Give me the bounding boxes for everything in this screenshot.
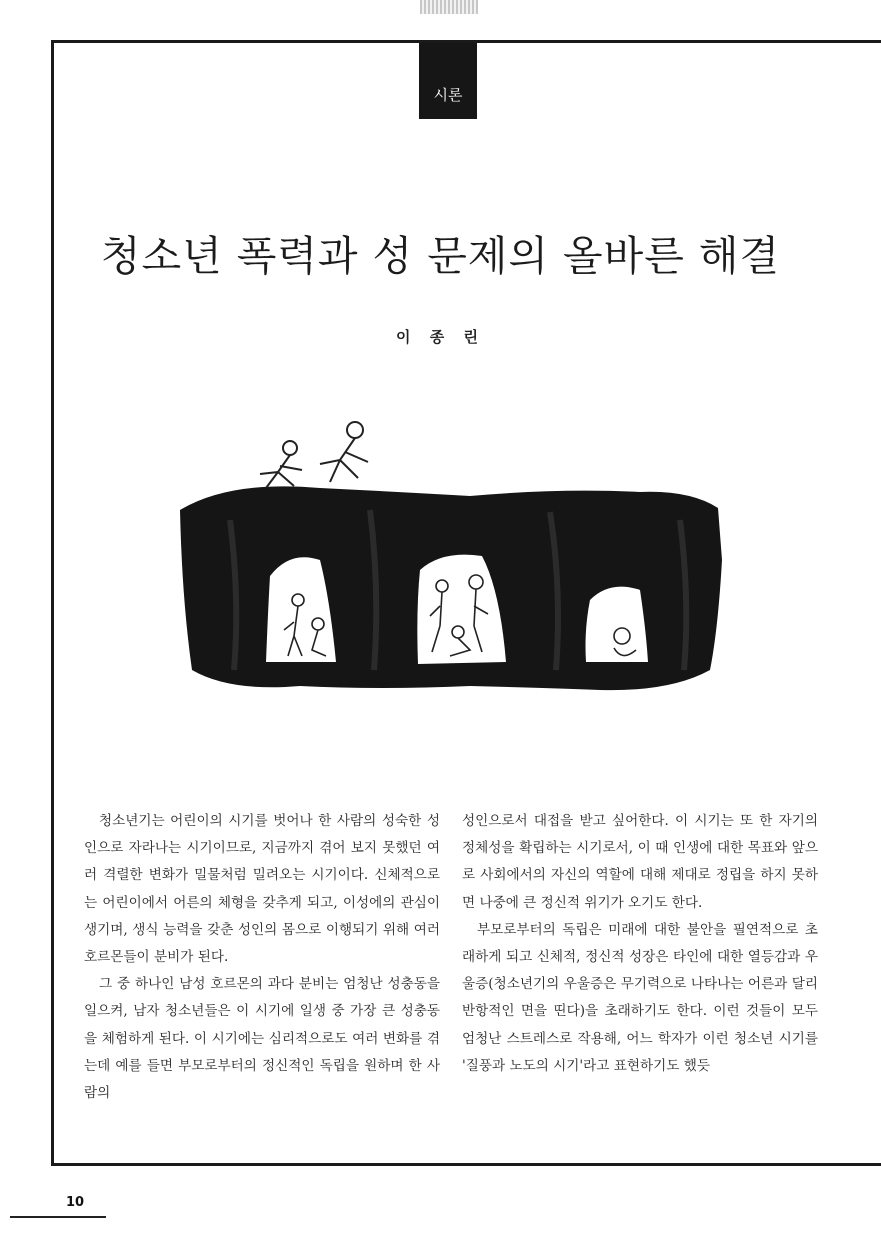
paragraph: 성인으로서 대접을 받고 싶어한다. 이 시기는 또 한 자기의 정체성을 확립하는 시기로서, 이 때 인생에 대한 목표와 앞으로 사회에서의 자신의 역할에 대해 제대로 정립을 하지 못하면 나중에 큰 정신적 위기가 오기도 한다.	[462, 813, 818, 911]
top-texture	[420, 0, 478, 14]
paragraph: 그 중 하나인 남성 호르몬의 과다 분비는 엄청난 성충동을 일으켜, 남자 청소년들은 이 시기에 일생 중 가장 큰 성충동을 체험하게 된다. 이 시기에는 심리적으로도 여러 변화를 겪는데 예를 들면 부모로부터의 정신적인 독립을 원하며 한 사람의	[84, 976, 440, 1102]
paragraph: 부모로부터의 독립은 미래에 대한 불안을 필연적으로 초래하게 되고 신체적, 정신적 성장은 타인에 대한 열등감과 우울증(청소년기의 우울증은 무기력으로 나타나는 어른과 달리 반항적인 면을 띤다)을 초래하기도 한다. 이런 것들이 모두 엄청난 스트레스로 작용해, 어느 학자가 이런 청소년 시기를 '질풍과 노도의 시기'라고 표현하기도 했듯	[462, 921, 818, 1074]
frame-left-rule	[51, 40, 54, 1166]
section-tag	[419, 43, 477, 119]
section-tag-label: 시론	[433, 86, 463, 104]
cartoon-illustration-icon	[170, 400, 730, 720]
page-number-rule	[10, 1216, 106, 1218]
frame-bottom-rule	[51, 1163, 881, 1166]
page-number: 10	[66, 1195, 85, 1210]
paragraph: 청소년기는 어린이의 시기를 벗어나 한 사람의 성숙한 성인으로 자라나는 시기이므로, 지금까지 겪어 보지 못했던 여러 격렬한 변화가 밀물처럼 밀려오는 시기이다. 신체적으로는 어린이에서 어른의 체형을 갖추게 되고, 이성에의 관심이 생기며, 생식 능력을 갖춘 성인의 몸으로 이행되기 위해 여러 호르몬들이 분비가 된다.	[84, 813, 440, 966]
author-name: 이 종 린	[396, 328, 485, 346]
article-title: 청소년 폭력과 성 문제의 올바른 해결	[100, 232, 781, 281]
running-figures	[260, 422, 368, 488]
body-column-right	[462, 808, 818, 1080]
body-column-left	[84, 808, 440, 1107]
